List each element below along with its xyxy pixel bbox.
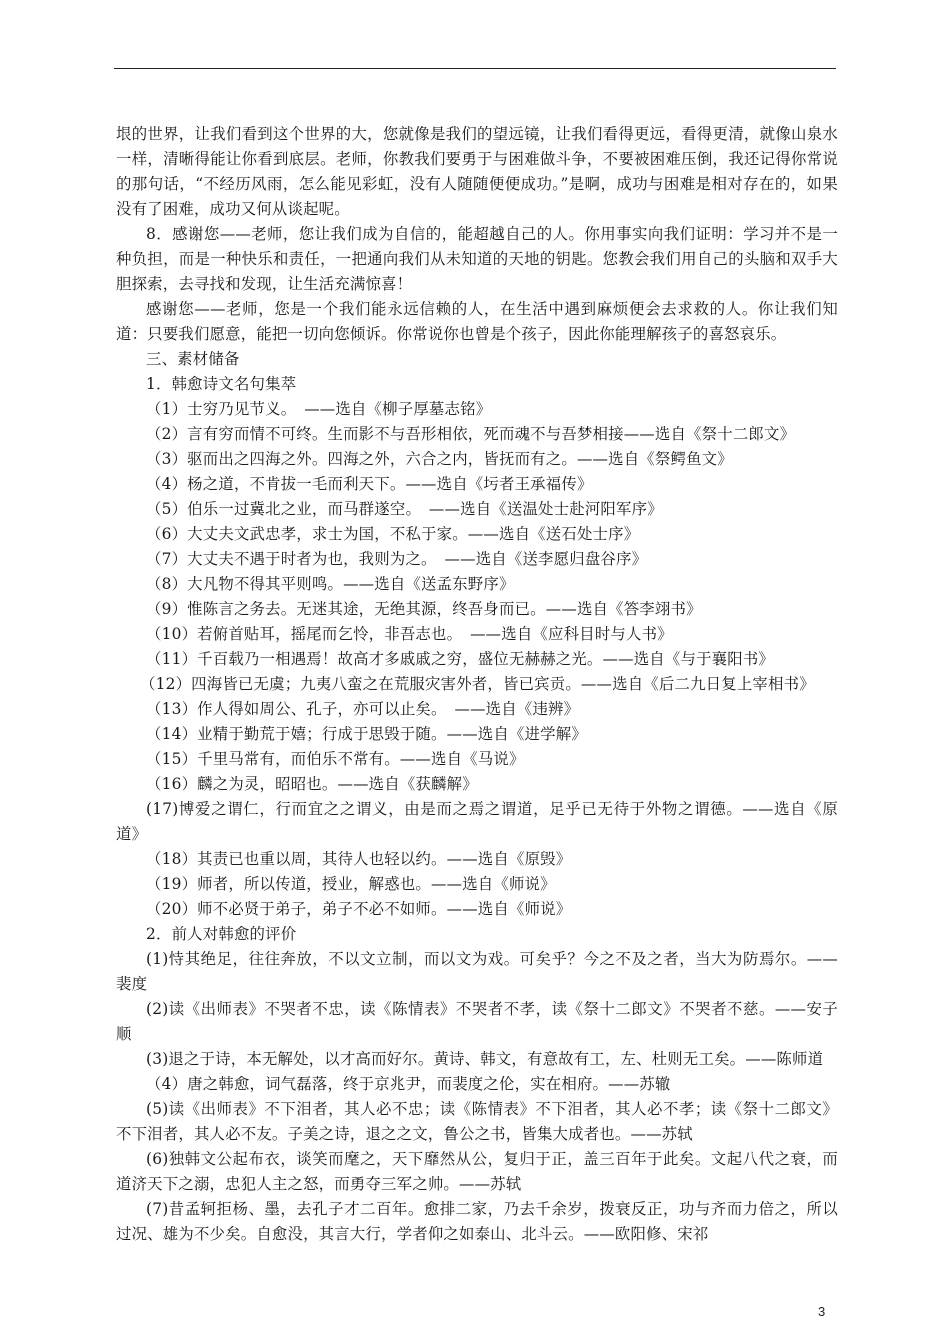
- document-body: [116, 122, 838, 1247]
- subsection-2-heading: 2．前人对韩愈的评价: [146, 925, 297, 943]
- quote-19: （19）师者，所以传道，授业，解惑也。——选自《师说》: [146, 875, 556, 893]
- paragraph-8: 8．感谢您——老师，您让我们成为自信的，能超越自己的人。你用事实向我们证明：学习并不是一种负担，而是一种快乐和责任，一把通向我们从未知道的天地的钥匙。您教会我们用自己的头脑和双手大胆探索，去寻找和发现，让生活充满惊喜！: [116, 225, 838, 293]
- quote-3: （3）驱而出之四海之外。四海之外，六合之内，皆抚而有之。——选自《祭鳄鱼文》: [146, 450, 733, 468]
- subsection-1-heading: 1．韩愈诗文名句集萃: [146, 375, 297, 393]
- quote-1: （1）士穷乃见节义。 ——选自《柳子厚墓志铭》: [146, 400, 492, 418]
- page-number: 3: [818, 1304, 826, 1319]
- header-rule: [114, 68, 836, 69]
- evaluation-7: (7)昔孟轲拒杨、墨，去孔子才二百年。愈排二家，乃去千余岁，拨衰反正，功与齐而力倍之，所以过况、雄为不少矣。自愈没，其言大行，学者仰之如泰山、北斗云。——欧阳修、宋祁: [116, 1200, 838, 1243]
- quote-14: （14）业精于勤荒于嬉；行成于思毁于随。——选自《进学解》: [146, 725, 587, 743]
- quote-9: （9）惟陈言之务去。无迷其途，无绝其源，终吾身而已。——选自《答李翊书》: [146, 600, 702, 618]
- evaluation-2: (2)读《出师表》不哭者不忠，读《陈情表》不哭者不孝，读《祭十二郎文》不哭者不慈。——安子顺: [116, 1000, 838, 1043]
- paragraph-9: 感谢您——老师，您是一个我们能永远信赖的人，在生活中遇到麻烦便会去求救的人。你让我们知道：只要我们愿意，能把一切向您倾诉。你常说你也曾是个孩子，因此你能理解孩子的喜怒哀乐。: [116, 300, 838, 343]
- evaluation-6: (6)独韩文公起布衣，谈笑而麾之，天下靡然从公，复归于正，盖三百年于此矣。文起八代之衰，而道济天下之溺，忠犯人主之怒，而勇夺三军之帅。——苏轼: [116, 1150, 838, 1193]
- evaluation-5: (5)读《出师表》不下泪者，其人必不忠；读《陈情表》不下泪者，其人必不孝；读《祭十二郎文》不下泪者，其人必不友。子美之诗，退之之文，鲁公之书，皆集大成者也。——苏轼: [116, 1100, 838, 1143]
- quote-13: （13）作人得如周公、孔子，亦可以止矣。 ——选自《违辨》: [146, 700, 580, 718]
- quote-20: （20）师不必贤于弟子，弟子不必不如师。——选自《师说》: [146, 900, 572, 918]
- quote-18: （18）其责已也重以周，其待人也轻以约。——选自《原毁》: [146, 850, 572, 868]
- quote-6: （6）大丈夫文武忠孝，求士为国，不私于家。——选自《送石处士序》: [146, 525, 640, 543]
- quote-11: （11）千百载乃一相遇焉！故高才多戚戚之穷，盛位无赫赫之光。——选自《与于襄阳书》: [146, 650, 775, 668]
- section-3-heading: 三、素材储备: [146, 350, 240, 368]
- quote-17: (17)博爱之谓仁，行而宜之之谓义，由是而之焉之谓道，足乎已无待于外物之谓德。——选自《原道》: [116, 800, 838, 843]
- evaluation-4: （4）唐之韩愈，词气磊落，终于京兆尹，而裴度之伦，实在相府。——苏辙: [146, 1075, 671, 1093]
- quote-15: （15）千里马常有，而伯乐不常有。——选自《马说》: [146, 750, 525, 768]
- quote-7: （7）大丈夫不遇于时者为也，我则为之。 ——选自《送李愿归盘谷序》: [146, 550, 648, 568]
- quote-2: （2）言有穷而情不可终。生而影不与吾形相依，死而魂不与吾梦相接——选自《祭十二郎文》: [146, 425, 796, 443]
- quote-4: （4）杨之道，不肯拔一毛而利天下。——选自《圬者王承福传》: [146, 475, 593, 493]
- intro-paragraph: 垠的世界，让我们看到这个世界的大，您就像是我们的望远镜，让我们看得更远，看得更清，就像山泉水一样，清晰得能让你看到底层。老师，你教我们要勇于与困难做斗争，不要被困难压倒，我还记得你常说的那句话，“不经历风雨，怎么能见彩虹，没有人随随便便成功。”是啊，成功与困难是相对存在的，如果没有了困难，成功又何从谈起呢。: [116, 125, 838, 218]
- quote-5: （5）伯乐一过冀北之业，而马群遂空。 ——选自《送温处士赴河阳军序》: [146, 500, 663, 518]
- quote-10: （10）若俯首贴耳，摇尾而乞怜，非吾志也。 ——选自《应科目时与人书》: [146, 625, 673, 643]
- quote-8: （8）大凡物不得其平则鸣。——选自《送孟东野序》: [146, 575, 515, 593]
- evaluation-3: (3)退之于诗，本无解处，以才高而好尔。黄诗、韩文，有意故有工，左、杜则无工矣。——陈师道: [146, 1050, 824, 1068]
- quote-16: （16）麟之为灵，昭昭也。——选自《获麟解》: [146, 775, 478, 793]
- quote-12: （12）四海皆已无虞；九夷八蛮之在荒服灾害外者，皆已宾贡。——选自《后二九日复上宰相书》: [140, 675, 815, 693]
- evaluation-1: (1)恃其绝足，往往奔放，不以文立制，而以文为戏。可矣乎？今之不及之者，当大为防焉尔。——裴度: [116, 950, 838, 993]
